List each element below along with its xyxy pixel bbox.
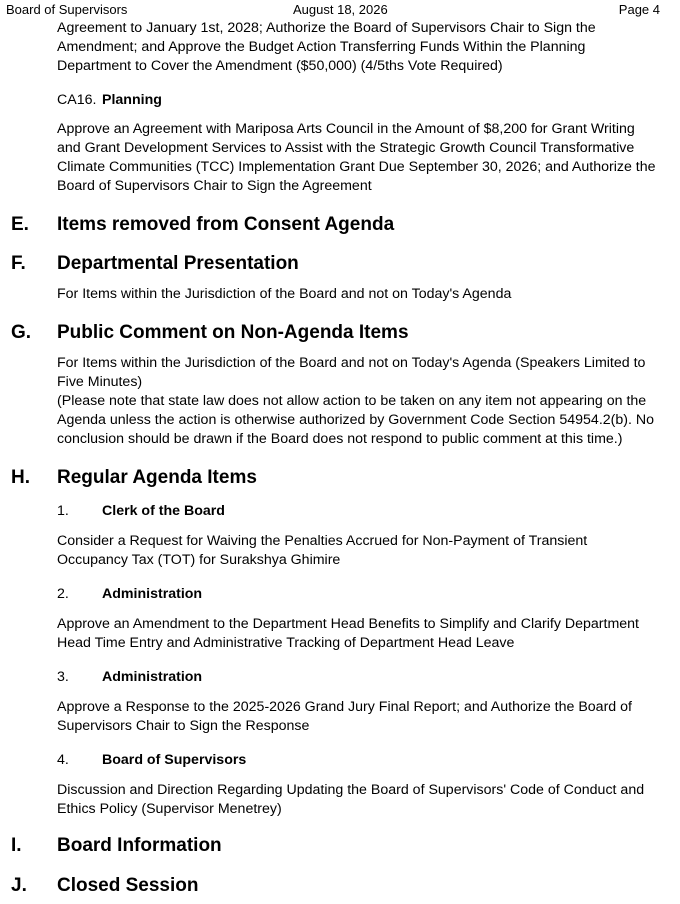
item-department: Administration [102, 669, 203, 685]
item-department: Administration [102, 586, 203, 602]
header-board-name: Board of Supervisors [6, 2, 128, 17]
regular-item-1 [57, 502, 680, 521]
section-letter: J. [11, 875, 27, 896]
item-description: Approve an Amendment to the Department Head Benefits to Simplify and Clarify Department Head Time Entry and Administrative Tracking of Department Head Leave [57, 616, 639, 651]
page-header [6, 1, 660, 19]
section-g-note: (Please note that state law does not allow action to be taken on any item not appearing on the Agenda unless the action is otherwise authorized by Government Code Section 54954.2(b). No conclusion should be drawn if the Board does not respond to public comment at this time.) [57, 393, 655, 447]
section-letter: G. [11, 322, 32, 343]
item-department: Planning [102, 92, 162, 108]
section-e [11, 212, 680, 238]
section-title: Public Comment on Non-Agenda Items [57, 322, 409, 343]
item-description: Approve a Response to the 2025-2026 Grand Jury Final Report; and Authorize the Board of Supervisors Chair to Sign the Response [57, 699, 632, 734]
section-title: Regular Agenda Items [57, 467, 257, 488]
continued-item-text: Agreement to January 1st, 2028; Authorize the Board of Supervisors Chair to Sign the Amendment; and Approve the Budget Action Transferring Funds Within the Planning Department to Cover the Amendment ($50,000) (4/5ths Vote Required) [57, 20, 596, 74]
section-j [11, 873, 680, 899]
item-department: Clerk of the Board [102, 503, 225, 519]
regular-item-2 [57, 585, 680, 604]
item-number: 3. [57, 669, 69, 685]
item-number: 2. [57, 586, 69, 602]
header-date: August 18, 2026 [293, 2, 388, 17]
item-description: Approve an Agreement with Mariposa Arts Council in the Amount of $8,200 for Grant Writing and Grant Development Services to Assist with the Strategic Growth Council Transformative Climate Communities (TCC) Implementation Grant Due September 30, 2026; and Authorize the Board of Supervisors Chair to Sign the Agreement [57, 121, 656, 194]
section-i [11, 833, 680, 859]
section-title: Departmental Presentation [57, 253, 299, 274]
section-f [11, 251, 680, 277]
section-g-text: For Items within the Jurisdiction of the Board and not on Today's Agenda (Speakers Limited to Five Minutes) [57, 355, 646, 390]
section-letter: I. [11, 835, 22, 856]
section-letter: H. [11, 467, 30, 488]
item-department: Board of Supervisors [102, 752, 247, 768]
item-number: 4. [57, 752, 69, 768]
header-page-number: Page 4 [618, 2, 660, 17]
section-h [11, 465, 680, 491]
item-number: CA16. [57, 92, 97, 108]
section-title: Board Information [57, 835, 222, 856]
item-description: Consider a Request for Waiving the Penalties Accrued for Non-Payment of Transient Occupancy Tax (TOT) for Surakshya Ghimire [57, 533, 588, 568]
item-description: Discussion and Direction Regarding Updating the Board of Supervisors' Code of Conduct and Ethics Policy (Supervisor Menetrey) [57, 782, 645, 817]
section-title: Items removed from Consent Agenda [57, 214, 395, 235]
regular-item-3 [57, 668, 680, 687]
section-g [11, 320, 680, 346]
section-letter: E. [11, 214, 29, 235]
item-number: 1. [57, 503, 69, 519]
consent-item-ca16 [57, 91, 680, 110]
agenda-content [0, 19, 680, 899]
section-title: Closed Session [57, 875, 199, 896]
section-letter: F. [11, 253, 26, 274]
section-f-text: For Items within the Jurisdiction of the Board and not on Today's Agenda [57, 286, 512, 302]
regular-item-4 [57, 751, 680, 770]
